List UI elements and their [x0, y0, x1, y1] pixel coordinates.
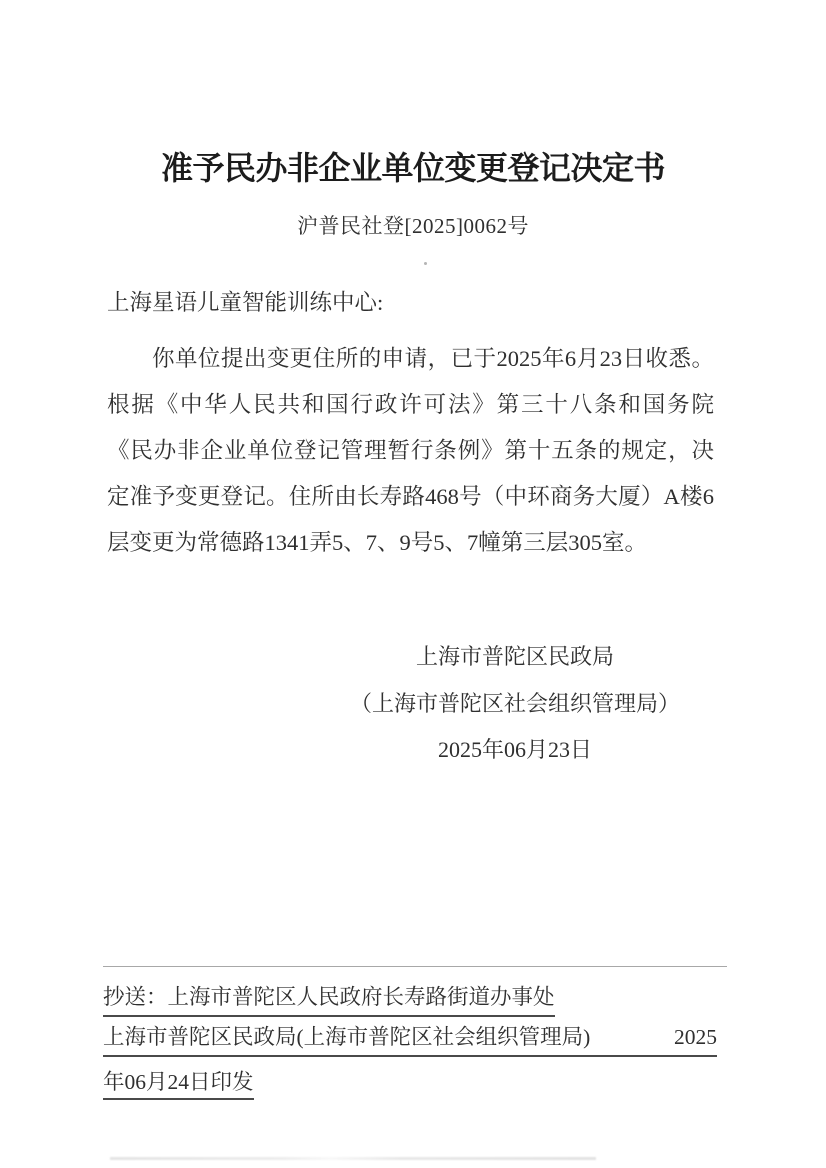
issuer-line-text: 上海市普陀区民政局(上海市普陀区社会组织管理局) — [103, 1025, 591, 1049]
addressee-line: 上海星语儿童智能训练中心: — [107, 290, 384, 315]
document-title: 准予民办非企业单位变更登记决定书 — [160, 150, 665, 186]
document-number: 沪普民社登[2025]0062号 — [297, 214, 529, 238]
scan-speck — [424, 262, 427, 265]
print-date-line: 年06月24日印发 — [103, 1068, 254, 1100]
issuing-authority: 上海市普陀区民政局 — [415, 644, 615, 669]
issuing-authority-alt: （上海市普陀区社会组织管理局） — [349, 690, 681, 716]
footer-divider — [103, 966, 727, 967]
decision-date: 2025年06月23日 — [437, 737, 593, 762]
cc-line: 抄送：上海市普陀区人民政府长寿路街道办事处 — [103, 983, 555, 1017]
issuer-line — [103, 1023, 717, 1057]
signature-block — [350, 634, 680, 774]
scan-artifact — [110, 1157, 596, 1160]
body-paragraph: 你单位提出变更住所的申请，已于2025年6月23日收悉。根据《中华人民共和国行政许可法》第三十八条和国务院《民办非企业单位登记管理暂行条例》第十五条的规定，决定准予变更登记。住所由长寿路468号（中环商务大厦）A楼6层变更为常德路1341弄5、7、9号5、7幢第三层305室。 — [107, 346, 714, 555]
issuer-line-year: 2025 — [674, 1025, 717, 1049]
